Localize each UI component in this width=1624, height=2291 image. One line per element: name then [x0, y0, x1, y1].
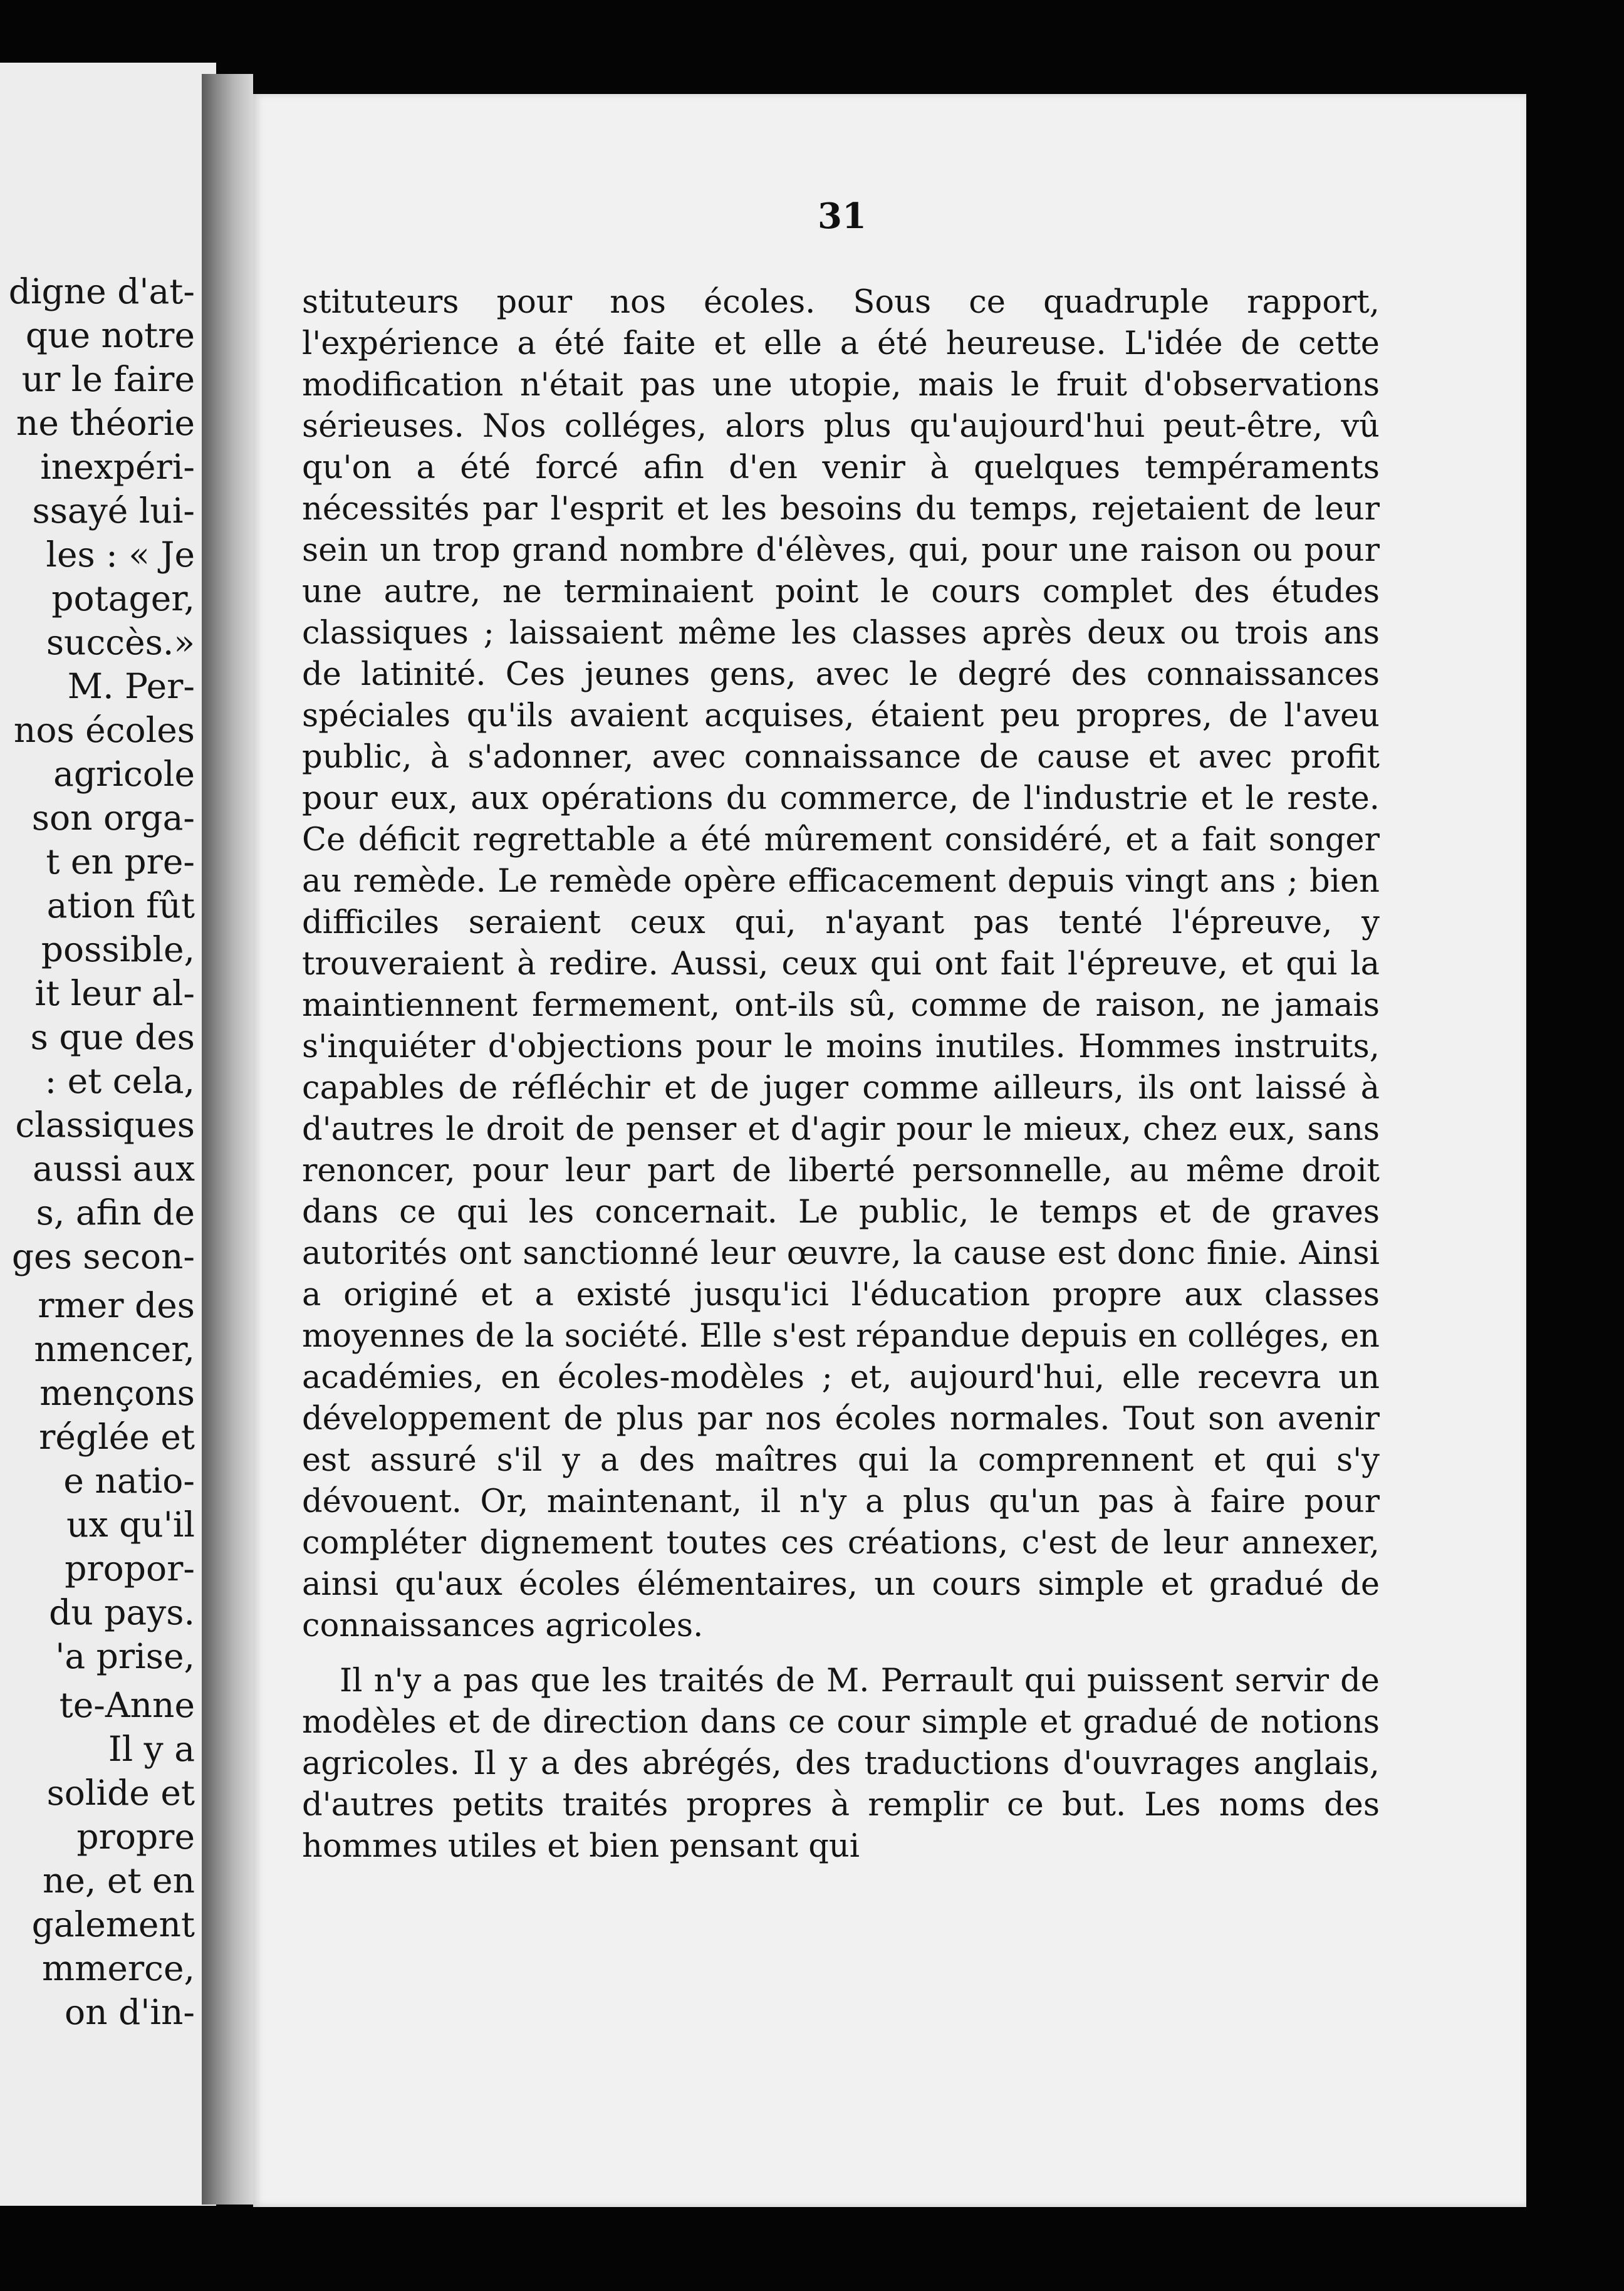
- left-line: que notre: [25, 315, 195, 355]
- left-line: s, afin de: [36, 1192, 195, 1233]
- left-line: propor-: [65, 1548, 195, 1589]
- left-line: s que des: [30, 1017, 195, 1057]
- left-line: digne d'at-: [8, 271, 195, 311]
- left-page-text-column: [0, 269, 195, 2034]
- left-line: les : « Je: [46, 535, 195, 575]
- left-line: agricole: [53, 754, 195, 794]
- left-line: rmer des: [38, 1285, 195, 1325]
- left-line: ssayé lui-: [32, 491, 195, 531]
- left-line: réglée et: [39, 1417, 195, 1457]
- left-line: solide et: [46, 1773, 195, 1813]
- left-line: succès.»: [46, 622, 195, 662]
- left-line: potager,: [51, 578, 195, 618]
- page-body-text: [302, 282, 1380, 1867]
- left-line: inexpéri-: [40, 447, 195, 487]
- left-line: M. Per-: [67, 666, 195, 706]
- left-line: Il y a: [108, 1729, 195, 1769]
- page-number: 31: [818, 196, 867, 237]
- left-line: du pays.: [49, 1592, 195, 1632]
- left-line: ne, et en: [42, 1860, 195, 1901]
- left-line: nmencer,: [34, 1329, 195, 1369]
- left-line: mençons: [39, 1373, 195, 1413]
- left-line: possible,: [41, 929, 195, 969]
- paragraph: Il n'y a pas que les traités de M. Perrault qui puissent servir de modèles et de direction dans ce cour simple et gradué de notions agricoles. Il y a des abrégés, des traductions d'ouvrages anglais, d'autres petits traités propres à remplir ce but. Les noms des hommes utiles et bien pensant qui: [302, 1662, 1380, 1865]
- left-line: classiques: [15, 1105, 195, 1145]
- left-line: ges secon-: [11, 1236, 195, 1276]
- left-line: mmerce,: [42, 1948, 195, 1988]
- left-line: e natio-: [63, 1461, 195, 1501]
- left-line: : et cela,: [44, 1061, 195, 1101]
- book-spine-shadow: [202, 74, 253, 2205]
- left-line: propre: [76, 1817, 195, 1857]
- left-line: ux qu'il: [66, 1505, 195, 1545]
- left-line: ur le faire: [21, 359, 195, 399]
- left-line: t en pre-: [46, 842, 195, 882]
- left-line: te-Anne: [59, 1685, 195, 1725]
- left-line: it leur al-: [34, 973, 195, 1013]
- left-line: aussi aux: [33, 1149, 195, 1189]
- left-line: 'a prise,: [55, 1636, 195, 1676]
- left-line: ation fût: [46, 885, 195, 926]
- left-line: galement: [31, 1904, 195, 1944]
- left-line: son orga-: [31, 798, 195, 838]
- left-line: on d'in-: [65, 1992, 195, 2032]
- paragraph: stituteurs pour nos écoles. Sous ce quadruple rapport, l'expérience a été faite et elle a été heureuse. L'idée de cette modification n'était pas une utopie, mais le fruit d'observations sérieuses. Nos colléges, alors plus qu'aujourd'hui peut-être, vû qu'on a été forcé afin d'en venir à quelques tempéraments nécessités par l'esprit et les besoins du temps, rejetaient de leur sein un trop grand nombre d'élèves, qui, pour une raison ou pour une autre, ne terminaient point le cours complet des études classiques ; laissaient même les classes après deux ou trois ans de latinité. Ces jeunes gens, avec le degré des connaissances spéciales qu'ils avaient acquises, étaient peu propres, de l'aveu public, à s'adonner, avec connaissance de cause et avec profit pour eux, aux opérations du commerce, de l'industrie et le reste. Ce déficit regrettable a été mûrement considéré, et a fait songer au remède. Le remède opère efficacement depuis vingt ans ; bien difficiles seraient ceux qui, n'ayant pas tenté l'épreuve, y trouveraient à redire. Aussi, ceux qui ont fait l'épreuve, et qui la maintiennent fermement, ont-ils sû, comme de raison, ne jamais s'inquiéter d'objections pour le moins inutiles. Hommes instruits, capables de réfléchir et de juger comme ailleurs, ils ont laissé à d'autres le droit de penser et d'agir pour le mieux, chez eux, sans renoncer, pour leur part de liberté personnelle, au même droit dans ce qui les concernait. Le public, le temps et de graves autorités ont sanctionné leur œuvre, la cause est donc finie. Ainsi a originé et a existé jusqu'ici l'éducation propre aux classes moyennes de la société. Elle s'est répandue depuis en colléges, en académies, en écoles-modèles ; et, aujourd'hui, elle recevra un développement de plus par nos écoles normales. Tout son avenir est assuré s'il y a des maîtres qui la comprennent et qui s'y dévouent. Or, maintenant, il n'y a plus qu'un pas à faire pour compléter dignement toutes ces créations, c'est de leur annexer, ainsi qu'aux écoles élémentaires, un cours simple et gradué de connaissances agricoles.: [302, 284, 1380, 1644]
- left-facing-page: [0, 63, 216, 2206]
- left-line: ne théorie: [16, 403, 195, 443]
- left-line: nos écoles: [13, 710, 195, 750]
